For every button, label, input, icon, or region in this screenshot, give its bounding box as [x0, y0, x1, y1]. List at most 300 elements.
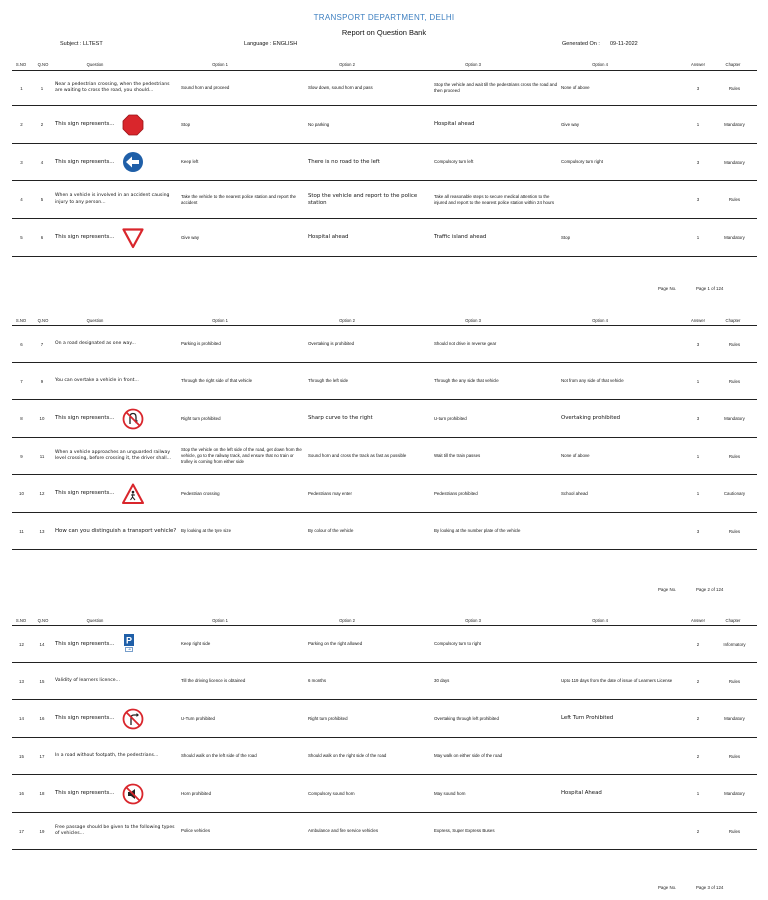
- o3-text: May sound horn: [434, 790, 466, 796]
- question-table: [12, 325, 757, 550]
- o1-text: Through the right side of that vehicle: [181, 378, 253, 383]
- keep-left-sign-icon: [122, 151, 144, 173]
- option-cell: [306, 775, 432, 812]
- o4-text: Compulsory turn right: [561, 159, 603, 164]
- o3-text: Compulsory turn left: [434, 159, 474, 164]
- column-header: Question: [86, 618, 104, 623]
- table-row: [12, 513, 757, 550]
- column-header: S.NO: [15, 318, 27, 323]
- chapter-cell: [712, 663, 757, 699]
- question-cell: [53, 144, 179, 180]
- sno-cell: [12, 813, 31, 849]
- qno-cell: [31, 438, 53, 474]
- option-cell: [306, 326, 432, 362]
- qno-text: 13: [39, 528, 45, 534]
- question-cell: [53, 813, 179, 849]
- answer-text: 1: [696, 453, 700, 459]
- chapter-text: Mandatory: [724, 159, 745, 165]
- table-row: [12, 219, 757, 257]
- column-header: Answer: [691, 318, 705, 323]
- o2-text: Through the left side: [308, 378, 349, 383]
- o2-text: 6 months: [308, 678, 327, 683]
- o1-text: Take the vehicle to the nearest police station and report the accident: [181, 193, 296, 205]
- qno-cell: [31, 326, 53, 362]
- option-cell: [559, 181, 684, 218]
- qno-text: 14: [39, 641, 45, 647]
- question-text: This sign represents...: [55, 158, 115, 165]
- sno-cell: [12, 626, 31, 662]
- qno-cell: [31, 813, 53, 849]
- option-cell: [432, 71, 559, 105]
- sno-text: 7: [20, 378, 23, 384]
- o1-text: Stop the vehicle on the left side of the road, get down from the vehicle, go to the railway track, and ensure that no train or trolley is coming from either side: [181, 447, 302, 464]
- o4-text: Hospital Ahead: [561, 790, 602, 796]
- qno-cell: [31, 663, 53, 699]
- chapter-text: Mandatory: [724, 791, 745, 796]
- question-text: Free passage should be given to the following types of vehicles...: [55, 824, 175, 836]
- sno-cell: [12, 475, 31, 512]
- report-title: Report on Question Bank: [341, 28, 427, 37]
- question-text: When a vehicle is involved in an accident causing injury to any person...: [55, 193, 170, 205]
- o1-text: Pedestrian crossing: [181, 490, 220, 496]
- option-cell: [306, 144, 432, 180]
- option-cell: [179, 219, 306, 256]
- table-row: [12, 475, 757, 513]
- answer-cell: [684, 813, 712, 849]
- chapter-cell: [712, 700, 757, 737]
- question-cell: [53, 663, 179, 699]
- column-header: S.NO: [15, 618, 27, 623]
- o4-text: Not from any side of that vehicle: [561, 378, 624, 383]
- sno-cell: [12, 219, 31, 256]
- sno-text: 17: [19, 828, 24, 834]
- qno-text: 5: [40, 197, 44, 202]
- page-number: Page 3 of 124: [696, 885, 724, 890]
- answer-cell: [684, 363, 712, 399]
- o2-text: Ambulance and fire service vehicles: [308, 828, 379, 833]
- option-cell: [179, 71, 306, 105]
- chapter-cell: [712, 513, 757, 549]
- option-cell: [559, 775, 684, 812]
- chapter-cell: [712, 813, 757, 849]
- o4-text: Upto 119 days from the date of issue of Learners License: [561, 678, 673, 683]
- answer-text: 3: [696, 341, 700, 347]
- o3-text: By looking at the number plate of the vehicle: [434, 528, 521, 533]
- column-header: Question: [86, 318, 104, 323]
- sno-text: 8: [20, 416, 23, 421]
- qno-text: 17: [39, 753, 45, 759]
- option-cell: [179, 513, 306, 549]
- answer-text: 1: [696, 235, 700, 240]
- o3-text: Traffic island ahead: [434, 234, 487, 240]
- qno-cell: [31, 475, 53, 512]
- option-cell: [306, 738, 432, 774]
- chapter-text: Mandatory: [724, 122, 745, 127]
- question-text: This sign represents...: [55, 121, 115, 127]
- answer-cell: [684, 326, 712, 362]
- sno-text: 4: [20, 197, 23, 202]
- column-header: Q.NO: [37, 318, 49, 323]
- chapter-cell: [712, 626, 757, 662]
- qno-cell: [31, 700, 53, 737]
- parking-sign-icon: [122, 633, 136, 655]
- option-cell: [179, 626, 306, 662]
- answer-text: 1: [696, 491, 700, 496]
- qno-text: 12: [39, 491, 45, 496]
- o1-text: Till the driving licence is obtained: [181, 678, 246, 683]
- chapter-text: Rules: [728, 378, 741, 384]
- question-text: On a road designated as one way...: [55, 340, 136, 346]
- answer-cell: [684, 106, 712, 143]
- o2-text: Pedestrians may enter: [308, 490, 352, 496]
- option-cell: [306, 181, 432, 218]
- option-cell: [559, 106, 684, 143]
- sno-cell: [12, 775, 31, 812]
- o3-text: Hospital ahead: [434, 121, 475, 127]
- option-cell: [432, 813, 559, 849]
- option-cell: [432, 475, 559, 512]
- o3-text: Wait till the train passes: [434, 453, 481, 458]
- option-cell: [559, 700, 684, 737]
- sno-text: 6: [20, 341, 23, 347]
- chapter-text: Rules: [728, 85, 741, 91]
- question-cell: [53, 775, 179, 812]
- column-header: Option 1: [212, 618, 228, 623]
- chapter-text: Rules: [728, 197, 741, 202]
- column-header: Option 3: [465, 62, 481, 67]
- sno-cell: [12, 400, 31, 437]
- sno-text: 11: [19, 528, 24, 534]
- column-header: Answer: [691, 62, 705, 67]
- option-cell: [559, 144, 684, 180]
- option-cell: [179, 700, 306, 737]
- o3-text: Compulsory turn to right: [434, 641, 481, 646]
- table-row: [12, 326, 757, 363]
- option-cell: [432, 363, 559, 399]
- option-cell: [179, 363, 306, 399]
- chapter-cell: [712, 363, 757, 399]
- option-cell: [306, 106, 432, 143]
- column-header: Chapter: [725, 318, 741, 323]
- option-cell: [432, 144, 559, 180]
- answer-cell: [684, 626, 712, 662]
- sno-text: 14: [19, 716, 24, 721]
- sno-text: 15: [19, 753, 24, 759]
- answer-text: 2: [696, 753, 700, 759]
- page-number-label: Page No.: [658, 286, 677, 291]
- option-cell: [559, 438, 684, 474]
- option-cell: [179, 438, 306, 474]
- qno-text: 9: [40, 378, 44, 384]
- qno-cell: [31, 738, 53, 774]
- generated-label: Generated On :: [562, 41, 600, 47]
- qno-cell: [31, 219, 53, 256]
- question-text: This sign represents...: [55, 640, 115, 647]
- table-row: [12, 700, 757, 738]
- o3-text: May walk on either side of the road: [434, 753, 503, 758]
- option-cell: [432, 400, 559, 437]
- answer-text: 3: [696, 197, 700, 202]
- sno-cell: [12, 738, 31, 774]
- answer-text: 2: [696, 716, 700, 721]
- option-cell: [559, 663, 684, 699]
- o1-text: Keep right side: [181, 641, 211, 646]
- question-cell: [53, 700, 179, 737]
- column-header: Q.NO: [37, 62, 49, 67]
- sno-cell: [12, 363, 31, 399]
- option-cell: [432, 326, 559, 362]
- sno-text: 9: [20, 453, 23, 459]
- chapter-text: Rules: [728, 828, 741, 834]
- column-header: Option 1: [212, 318, 228, 323]
- sno-text: 16: [19, 791, 24, 796]
- table-row: [12, 144, 757, 181]
- answer-cell: [684, 700, 712, 737]
- chapter-cell: [712, 106, 757, 143]
- o3-text: Take all reasonable steps to secure medical attention to the injured and report to the nearest police station within 24 hours: [434, 193, 555, 205]
- qno-cell: [31, 775, 53, 812]
- column-header: Option 3: [465, 618, 481, 623]
- option-cell: [559, 326, 684, 362]
- qno-text: 2: [40, 122, 44, 127]
- column-header: Option 2: [339, 62, 355, 67]
- qno-text: 11: [39, 453, 45, 459]
- sno-cell: [12, 144, 31, 180]
- column-header: Option 3: [465, 318, 481, 323]
- question-text: This sign represents...: [55, 415, 115, 421]
- qno-text: 16: [39, 716, 45, 721]
- chapter-cell: [712, 738, 757, 774]
- chapter-cell: [712, 144, 757, 180]
- option-cell: [559, 475, 684, 512]
- table-row: [12, 181, 757, 219]
- answer-cell: [684, 775, 712, 812]
- option-cell: [179, 813, 306, 849]
- chapter-text: Mandatory: [724, 416, 745, 421]
- option-cell: [432, 663, 559, 699]
- question-cell: [53, 71, 179, 105]
- o1-text: Police vehicles: [181, 828, 211, 833]
- answer-text: 3: [696, 416, 700, 421]
- o3-text: Should not drive in reverse gear: [434, 341, 497, 346]
- qno-text: 19: [39, 828, 45, 834]
- qno-cell: [31, 144, 53, 180]
- sno-cell: [12, 700, 31, 737]
- option-cell: [179, 144, 306, 180]
- option-cell: [432, 513, 559, 549]
- answer-text: 1: [696, 122, 700, 127]
- o4-text: Give way: [561, 121, 580, 127]
- answer-cell: [684, 71, 712, 105]
- option-cell: [432, 181, 559, 218]
- column-header: Question: [86, 62, 104, 67]
- question-cell: [53, 219, 179, 256]
- column-header: Chapter: [725, 618, 741, 623]
- svg-text:P: P: [126, 635, 133, 646]
- qno-text: 4: [40, 159, 44, 165]
- table-row: [12, 400, 757, 438]
- chapter-text: Rules: [728, 453, 741, 459]
- option-cell: [306, 626, 432, 662]
- page-number-label: Page No.: [658, 885, 677, 890]
- generated-date: 09-11-2022: [610, 41, 638, 47]
- sno-text: 13: [19, 678, 24, 684]
- question-text: This sign represents...: [55, 490, 115, 496]
- no-horn-sign-icon: [122, 783, 144, 805]
- o1-text: Right turn prohibited: [181, 415, 221, 421]
- chapter-text: Mandatory: [724, 235, 745, 240]
- o1-text: Stop: [181, 121, 191, 127]
- o4-text: None of above: [561, 85, 590, 90]
- o1-text: Horn prohibited: [181, 790, 212, 796]
- answer-cell: [684, 400, 712, 437]
- sno-cell: [12, 513, 31, 549]
- answer-cell: [684, 144, 712, 180]
- qno-cell: [31, 513, 53, 549]
- o4-text: Stop: [561, 234, 571, 240]
- answer-cell: [684, 663, 712, 699]
- question-text: You can overtake a vehicle in front...: [55, 377, 139, 383]
- sno-cell: [12, 438, 31, 474]
- o1-text: Keep left: [181, 159, 199, 164]
- qno-cell: [31, 363, 53, 399]
- column-header: Answer: [691, 618, 705, 623]
- qno-cell: [31, 400, 53, 437]
- o3-text: Through the any side that vehicle: [434, 378, 499, 383]
- column-header: Option 2: [339, 318, 355, 323]
- table-row: [12, 363, 757, 400]
- answer-text: 1: [696, 791, 700, 796]
- option-cell: [179, 475, 306, 512]
- column-header: Option 4: [592, 618, 608, 623]
- stop-sign-icon: [122, 114, 144, 136]
- option-cell: [179, 106, 306, 143]
- qno-text: 10: [39, 416, 45, 421]
- chapter-text: Mandatory: [724, 716, 745, 721]
- o2-text: Slow down, sound horn and pass: [308, 85, 373, 90]
- department-title: TRANSPORT DEPARTMENT, DELHI: [313, 13, 455, 22]
- sno-text: 1: [20, 85, 23, 91]
- question-cell: [53, 363, 179, 399]
- chapter-text: Rules: [728, 678, 741, 684]
- answer-cell: [684, 475, 712, 512]
- table-row: [12, 813, 757, 850]
- question-cell: [53, 106, 179, 143]
- sno-text: 2: [20, 122, 23, 127]
- o3-text: Stop the vehicle and wait till the pedestrians cross the road and then proceed: [434, 82, 558, 93]
- o2-text: Sharp curve to the right: [308, 415, 373, 421]
- o2-text: There is no road to the left: [308, 158, 380, 165]
- chapter-text: Rules: [728, 528, 741, 534]
- column-header: Option 4: [592, 318, 608, 323]
- chapter-text: Rules: [728, 341, 741, 347]
- option-cell: [559, 813, 684, 849]
- table-row: [12, 71, 757, 106]
- o3-text: Express, Super Express Buses: [434, 828, 495, 833]
- o2-text: No parking: [308, 121, 330, 127]
- answer-text: 1: [696, 378, 700, 384]
- qno-text: 1: [40, 85, 44, 91]
- answer-text: 3: [696, 159, 700, 165]
- option-cell: [432, 438, 559, 474]
- sno-text: 3: [20, 159, 23, 165]
- option-cell: [432, 106, 559, 143]
- table-row: [12, 106, 757, 144]
- column-header: S.NO: [15, 62, 27, 67]
- question-cell: [53, 475, 179, 512]
- option-cell: [559, 738, 684, 774]
- table-row: [12, 626, 757, 663]
- question-text: Near a pedestrian crossing, when the pedestrians are waiting to cross the road, you should...: [55, 81, 170, 93]
- o1-text: Give way: [181, 234, 200, 240]
- option-cell: [559, 363, 684, 399]
- answer-cell: [684, 738, 712, 774]
- table-row: [12, 438, 757, 475]
- o2-text: Right turn prohibited: [308, 715, 348, 721]
- o2-text: Sound horn and cross the track as fast as possible: [308, 453, 407, 458]
- qno-text: 6: [40, 235, 44, 240]
- sno-cell: [12, 181, 31, 218]
- question-cell: [53, 513, 179, 549]
- chapter-cell: [712, 775, 757, 812]
- option-cell: [432, 775, 559, 812]
- chapter-cell: [712, 438, 757, 474]
- no-u-turn-sign-icon: [122, 408, 144, 430]
- answer-text: 3: [696, 528, 700, 534]
- option-cell: [179, 738, 306, 774]
- option-cell: [306, 663, 432, 699]
- answer-text: 2: [696, 641, 700, 647]
- o2-text: Parking on the right allowed: [308, 641, 363, 646]
- chapter-text: Rules: [728, 753, 741, 759]
- qno-text: 15: [39, 678, 45, 684]
- option-cell: [179, 181, 306, 218]
- option-cell: [306, 71, 432, 105]
- answer-text: 2: [696, 678, 700, 684]
- o2-text: Compulsory sound horn: [308, 790, 355, 796]
- chapter-cell: [712, 326, 757, 362]
- option-cell: [306, 219, 432, 256]
- chapter-cell: [712, 219, 757, 256]
- column-header: Chapter: [725, 62, 741, 67]
- option-cell: [179, 326, 306, 362]
- sno-text: 10: [19, 491, 24, 496]
- option-cell: [179, 775, 306, 812]
- o3-text: U-turn prohibited: [434, 415, 467, 421]
- o4-text: School ahead: [561, 490, 588, 496]
- option-cell: [559, 219, 684, 256]
- question-cell: [53, 400, 179, 437]
- o1-text: Parking is prohibited: [181, 341, 221, 346]
- option-cell: [559, 513, 684, 549]
- question-text: This sign represents...: [55, 234, 115, 240]
- language-label: Language : ENGLISH: [244, 41, 298, 47]
- o2-text: Stop the vehicle and report to the police station: [308, 192, 418, 206]
- answer-cell: [684, 513, 712, 549]
- qno-cell: [31, 626, 53, 662]
- question-cell: [53, 738, 179, 774]
- o3-text: Pedestrians prohibited: [434, 490, 478, 496]
- sno-cell: [12, 71, 31, 105]
- o2-text: Overtaking is prohibited: [308, 341, 355, 346]
- chapter-cell: [712, 400, 757, 437]
- answer-cell: [684, 181, 712, 218]
- option-cell: [559, 71, 684, 105]
- table-row: [12, 738, 757, 775]
- o2-text: Hospital ahead: [308, 234, 349, 240]
- question-cell: [53, 626, 179, 662]
- qno-text: 7: [40, 341, 44, 347]
